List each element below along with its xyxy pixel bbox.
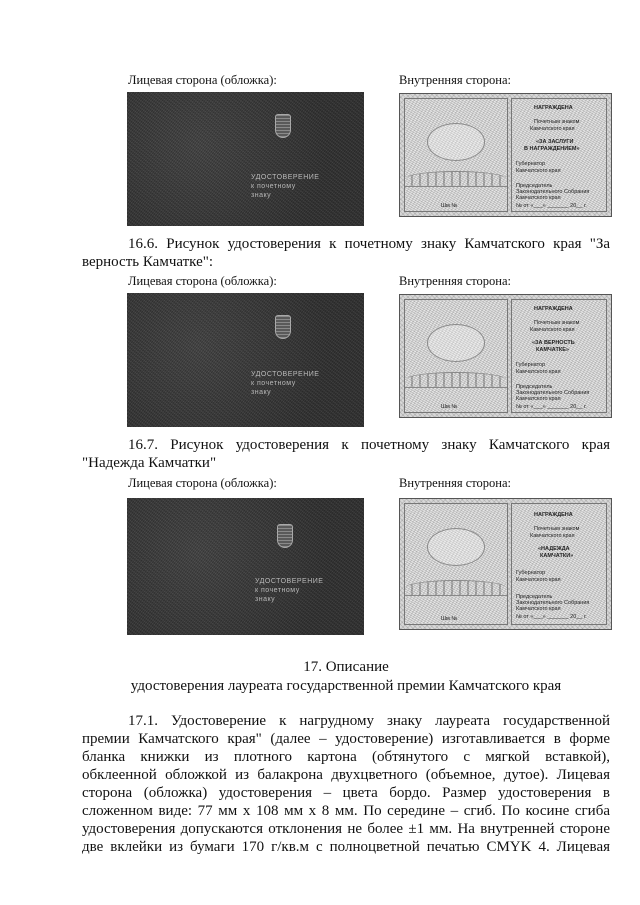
inner-title: НАГРАЖДЕНА: [534, 105, 573, 111]
inner-field: Губернатор: [516, 161, 546, 167]
inner-left-page: [404, 98, 508, 212]
inner-award: «ЗА ВЕРНОСТЬ: [532, 340, 575, 346]
text-line: две вклейки из бумаги 170 г/кв.м с полноцветной печатью CMYK 4. Лицевая: [82, 839, 610, 855]
cover-line: УДОСТОВЕРЕНИЕ: [255, 578, 324, 585]
inner-subtitle: Камчатского края: [530, 327, 575, 333]
inner-subtitle: Камчатского края: [530, 126, 575, 132]
inner-caption-3: Внутренняя сторона:: [399, 476, 511, 490]
inner-council: Камчатского края: [516, 195, 561, 201]
emblem-icon: [427, 123, 485, 161]
inner-council: Председатель: [516, 594, 553, 600]
inner-award: В НАГРАЖДЕНИЕМ»: [524, 146, 580, 152]
text-line: 17.1. Удостоверение к нагрудному знаку лауреата государственной: [128, 713, 610, 729]
cover-line: УДОСТОВЕРЕНИЕ: [251, 371, 320, 378]
inner-field: Камчатского края: [516, 577, 561, 583]
cover-line: знаку: [255, 596, 276, 603]
text-line: 16.6. Рисунок удостоверения к почетному знаку Камчатского края "За: [128, 236, 610, 252]
inner-council: Законодательного Собрания: [516, 189, 590, 195]
inner-image-1: [399, 93, 612, 217]
inner-subtitle: Почетным знаком: [534, 526, 580, 532]
emblem-icon: [427, 324, 485, 362]
inner-field: Камчатского края: [516, 168, 561, 174]
cover-line: к почетному: [255, 587, 300, 594]
inner-right-page: [511, 503, 607, 625]
cover-image-2: [127, 293, 364, 427]
cover-line: УДОСТОВЕРЕНИЕ: [251, 174, 320, 181]
inner-council: Законодательного Собрания: [516, 600, 590, 606]
text-line: сложенном виде: 77 мм х 108 мм х 8 мм. По середине – сгиб. По косине сгиба: [82, 803, 610, 819]
cover-line: к почетному: [251, 380, 296, 387]
inner-award: КАМЧАТКЕ»: [536, 347, 569, 353]
emblem-icon: [275, 315, 291, 339]
inner-award: «НАДЕЖДА: [538, 546, 570, 552]
sheet-number: Шм №: [441, 404, 458, 410]
section-17-1: [82, 712, 610, 856]
sheet-number: Шм №: [441, 203, 458, 209]
inner-field: Губернатор: [516, 570, 546, 576]
cover-line: к почетному: [251, 183, 296, 190]
inner-number: № от «___» _______ 20__ г.: [516, 203, 587, 209]
wave-decoration: [405, 171, 507, 187]
inner-award: «ЗА ЗАСЛУГИ: [536, 139, 574, 145]
text-line: премии Камчатского края" (далее – удостоверение) изготавливается в форме: [82, 731, 610, 747]
cover-image-1: [127, 92, 364, 226]
section-16-7: [82, 436, 610, 472]
inner-award: КАМЧАТКИ»: [540, 553, 574, 559]
text-line: верность Камчатке":: [82, 254, 214, 270]
inner-field: Камчатского края: [516, 369, 561, 375]
inner-right-page: [511, 299, 607, 413]
inner-caption-2: Внутренняя сторона:: [399, 274, 511, 288]
inner-subtitle: Почетным знаком: [534, 320, 580, 326]
text-line: обклеенной обложкой из балакрона двухцветного (объемное, дутое). Лицевая: [82, 767, 610, 783]
inner-subtitle: Камчатского края: [530, 533, 575, 539]
inner-council: Камчатского края: [516, 606, 561, 612]
inner-image-3: [399, 498, 612, 630]
front-caption-3: Лицевая сторона (обложка):: [128, 476, 277, 490]
emblem-icon: [277, 524, 293, 548]
wave-decoration: [405, 372, 507, 388]
inner-number: № от «___» _______ 20__ г.: [516, 404, 587, 410]
section-17-subtitle: удостоверения лауреата государственной премии Камчатского края: [130, 678, 562, 694]
wave-decoration: [405, 580, 507, 596]
inner-image-2: [399, 294, 612, 418]
inner-left-page: [404, 503, 508, 625]
emblem-icon: [275, 114, 291, 138]
inner-title: НАГРАЖДЕНА: [534, 306, 573, 312]
text-line: сторона (обложка) удостоверения – цвета бордо. Размер удостоверения в: [82, 785, 610, 801]
inner-council: Камчатского края: [516, 396, 561, 402]
cover-line: знаку: [251, 192, 272, 199]
section-16-6: [82, 235, 610, 271]
sheet-number: Шм №: [441, 616, 458, 622]
text-line: "Надежда Камчатки": [82, 455, 217, 471]
inner-council: Законодательного Собрания: [516, 390, 590, 396]
inner-subtitle: Почетным знаком: [534, 119, 580, 125]
inner-left-page: [404, 299, 508, 413]
front-caption-2: Лицевая сторона (обложка):: [128, 274, 277, 288]
inner-number: № от «___» _______ 20__ г.: [516, 614, 587, 620]
emblem-icon: [427, 528, 485, 566]
text-line: удостоверения допускаются отклонения не более ±1 мм. На внутренней стороне: [82, 821, 610, 837]
inner-field: Губернатор: [516, 362, 546, 368]
inner-council: Председатель: [516, 384, 553, 390]
cover-line: знаку: [251, 389, 272, 396]
inner-caption-1: Внутренняя сторона:: [399, 73, 511, 87]
text-line: 16.7. Рисунок удостоверения к почетному знаку Камчатского края: [128, 437, 610, 453]
front-caption-1: Лицевая сторона (обложка):: [128, 73, 277, 87]
cover-image-3: [127, 498, 364, 635]
inner-title: НАГРАЖДЕНА: [534, 512, 573, 518]
section-17-title: 17. Описание: [303, 659, 389, 675]
text-line: бланка книжки из плотного картона (обтянутого с мягкой вставкой),: [82, 749, 610, 765]
inner-council: Председатель: [516, 183, 553, 189]
inner-right-page: [511, 98, 607, 212]
